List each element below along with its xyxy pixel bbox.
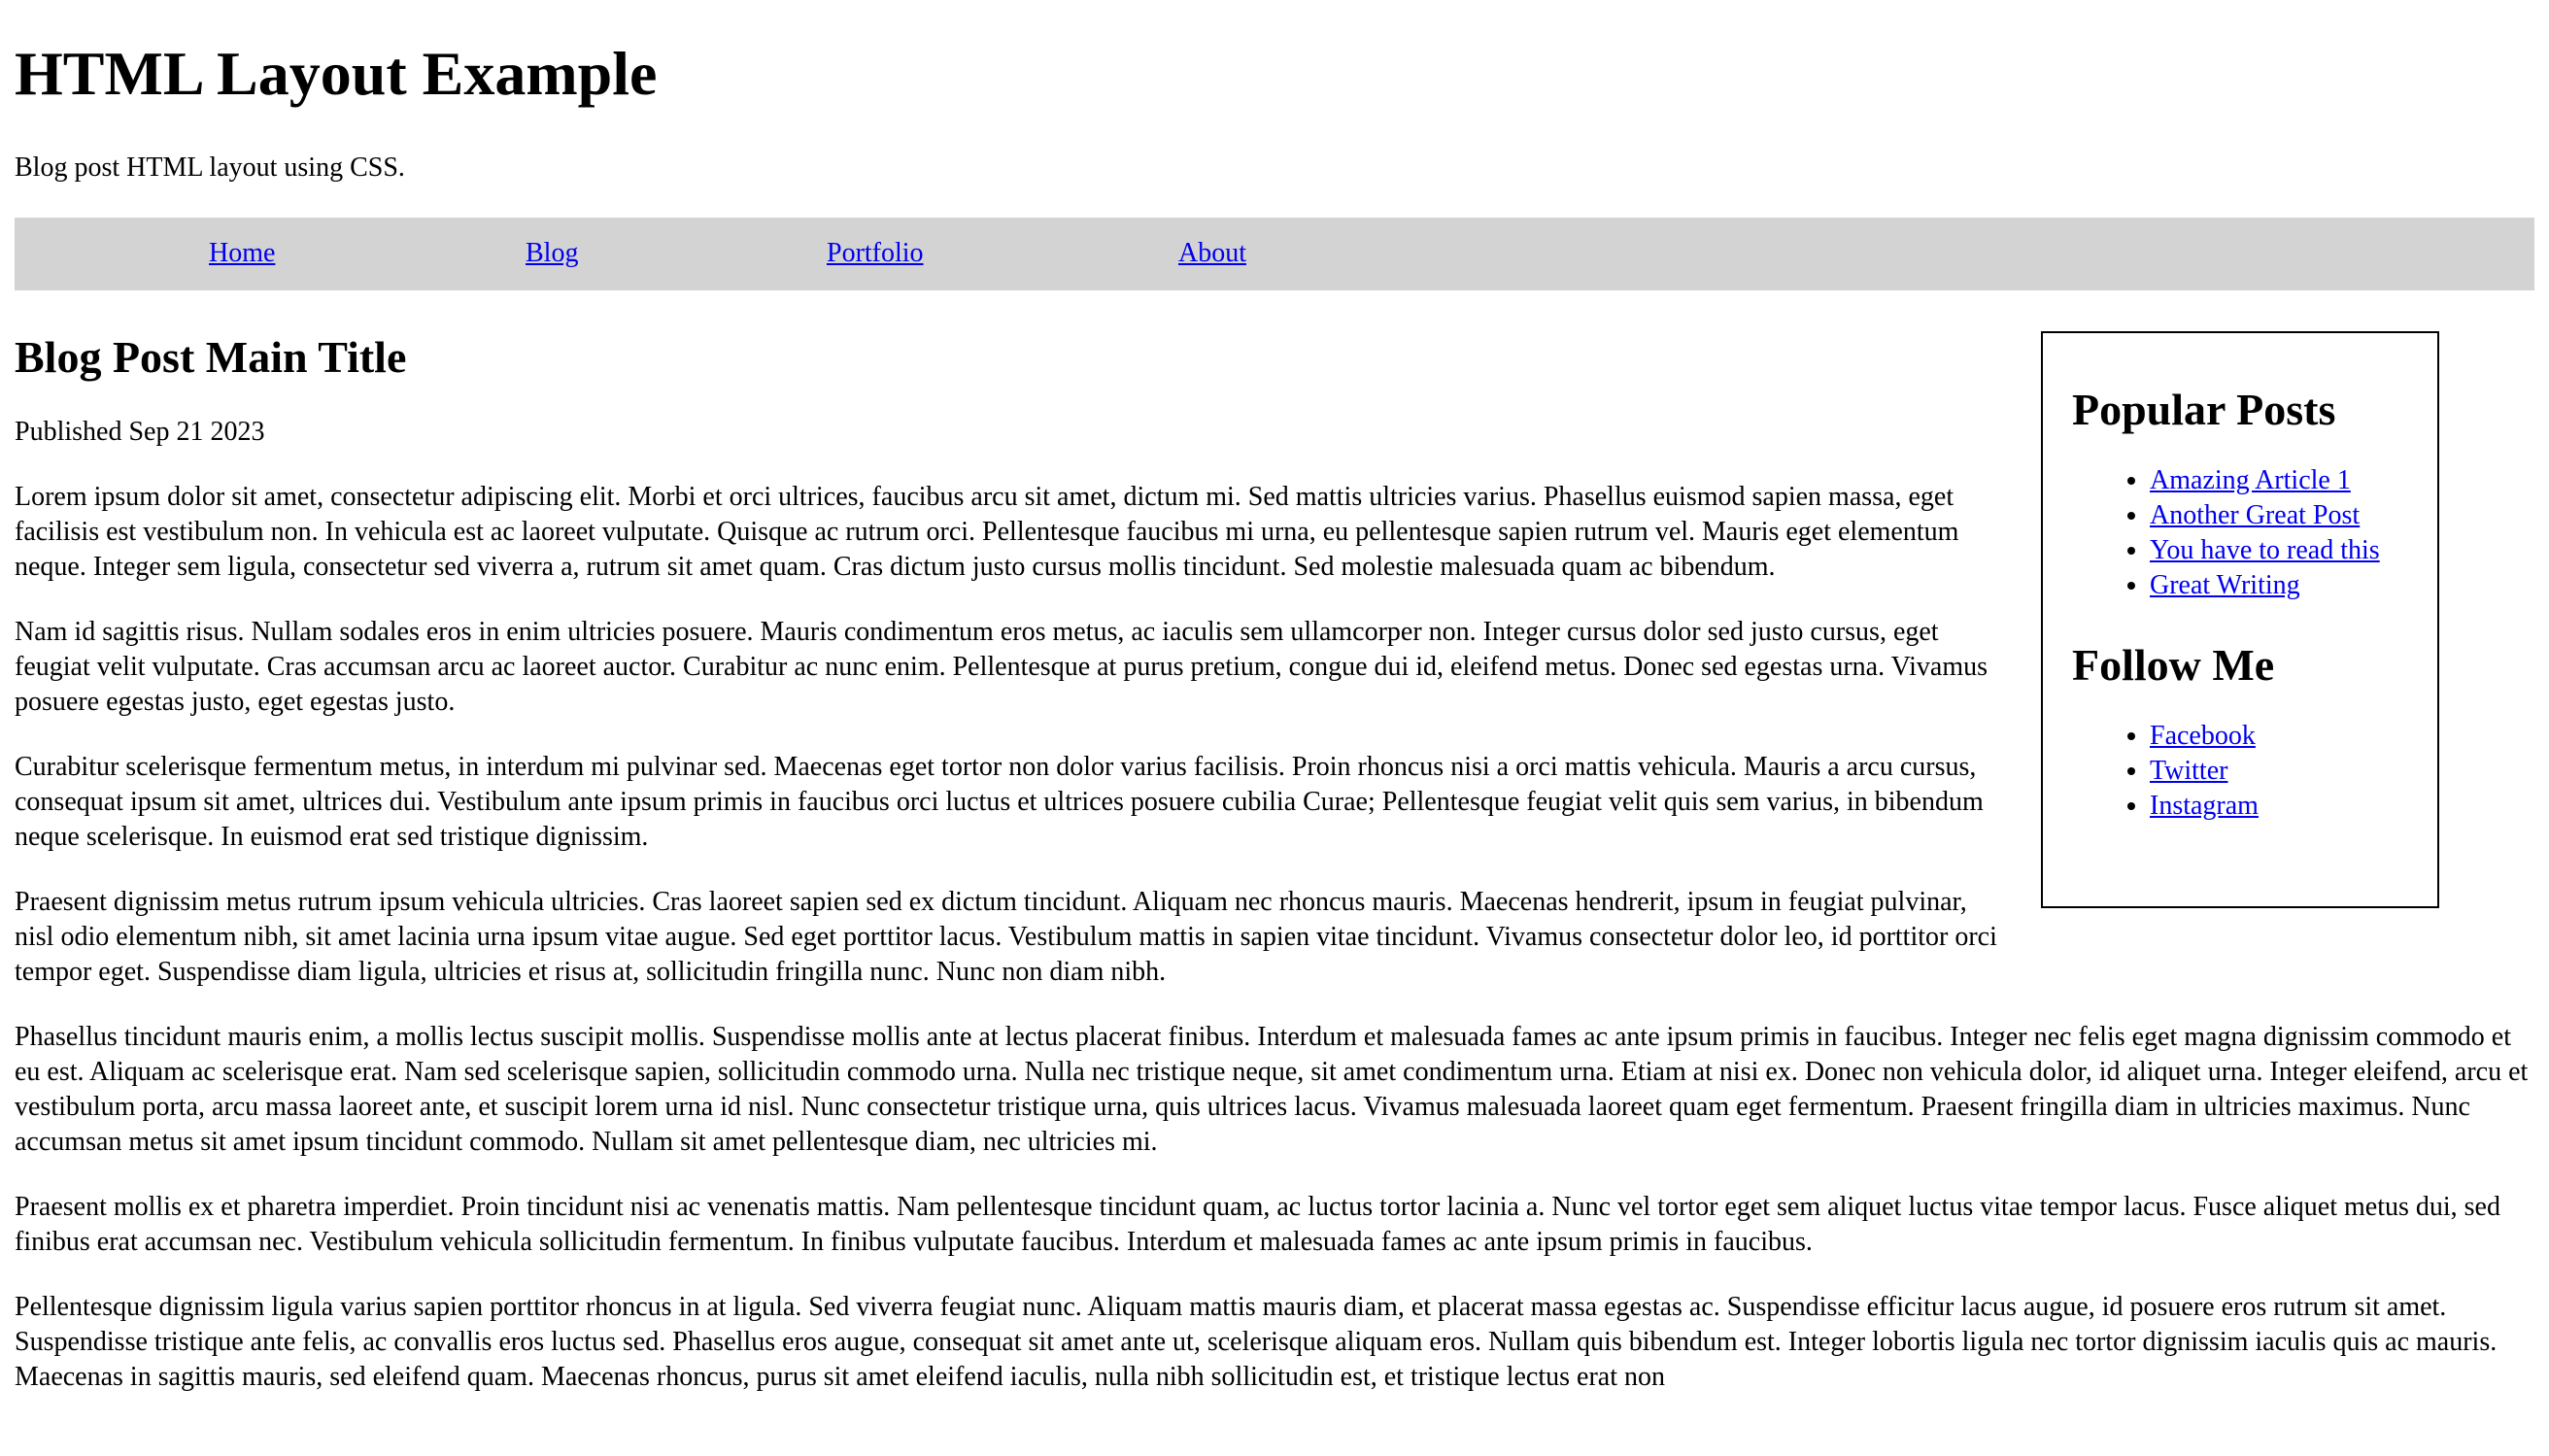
facebook-link[interactable]: Facebook — [2150, 721, 2256, 751]
post-paragraph: Curabitur scelerisque fermentum metus, in interdum mi pulvinar sed. Maecenas eget tortor non dolor varius facilisis. Proin rhoncus nisi a orci mattis vehicula. Mauris a arcu cursus, consequat ipsum sit amet, ultrices dui. Vestibulum ante ipsum primis in faucibus orci luctus et ultrices posuere cubilia Curae; Pellentesque feugiat velit quis sem varius, in bibendum neque scelerisque. In euismod erat sed tristique dignissim. — [15, 752, 1984, 852]
list-item — [2150, 754, 2437, 789]
nav-link-home[interactable]: Home — [209, 238, 276, 268]
main-content — [15, 321, 2534, 1395]
nav-bar — [15, 218, 2534, 290]
nav-link-about[interactable]: About — [1178, 238, 1246, 268]
post-paragraph: Nam id sagittis risus. Nullam sodales eros in enim ultricies posuere. Mauris condimentum eros metus, ac iaculis sem ullamcorper non. Integer cursus dolor sed justo cursus, eget feugiat velit vulputate. Cras accumsan arcu ac laoreet auctor. Curabitur ac nunc enim. Pellentesque at purus pretium, congue dui id, eleifend metus. Donec sed egestas urna. Vivamus posuere egestas justo, eget egestas justo. — [15, 617, 1988, 717]
post-paragraph: Praesent dignissim metus rutrum ipsum vehicula ultricies. Cras laoreet sapien sed ex dictum tincidunt. Aliquam nec rhoncus mauris. Maecenas hendrerit, ipsum in feugiat pulvinar, nisl odio elementum nibh, sit amet lacinia urna ipsum vitae augue. Sed eget porttitor lacus. Vestibulum mattis in sapien vitae tincidunt. Vivamus consectetur dolor leo, id porttitor orci tempor eget. Suspendisse diam ligula, ultricies et risus at, sollicitudin fringilla nunc. Nunc non diam nibh. — [15, 887, 1997, 987]
instagram-link[interactable]: Instagram — [2150, 791, 2259, 821]
post-published-date: Published Sep 21 2023 — [15, 417, 265, 447]
nav-link-portfolio[interactable]: Portfolio — [827, 238, 924, 268]
list-item — [2150, 568, 2437, 603]
post-paragraph: Pellentesque dignissim ligula varius sapien porttitor rhoncus in at ligula. Sed viverra feugiat nunc. Aliquam mattis mauris diam, et placerat massa egestas ac. Suspendisse efficitur lacus augue, id posuere eros rutrum sit amet. Suspendisse tristique ante felis, ac convallis eros luctus sed. Phasellus eros augue, consequat sit amet ante ut, scelerisque aliquam eros. Nullam quis bibendum est. Integer lobortis ligula nec tortor dignissim iaculis quis ac mauris. Maecenas in sagittis mauris, sed eleifend quam. Maecenas rhoncus, purus sit amet eleifend iaculis, nulla nibh sollicitudin est, et tristique lectus erat non — [15, 1292, 2498, 1392]
popular-posts-list — [2072, 463, 2437, 603]
nav-link-blog[interactable]: Blog — [526, 238, 579, 268]
list-item — [2150, 533, 2437, 568]
follow-me-heading: Follow Me — [2072, 640, 2275, 690]
popular-post-link[interactable]: Another Great Post — [2150, 500, 2361, 530]
popular-posts-heading: Popular Posts — [2072, 385, 2336, 434]
list-item — [2150, 719, 2437, 754]
list-item — [2150, 498, 2437, 533]
popular-post-link[interactable]: Great Writing — [2150, 570, 2300, 600]
follow-me-list — [2072, 719, 2437, 824]
twitter-link[interactable]: Twitter — [2150, 756, 2228, 786]
post-paragraph: Phasellus tincidunt mauris enim, a mollis lectus suscipit mollis. Suspendisse mollis ante at lectus placerat finibus. Interdum et malesuada fames ac ante ipsum primis in faucibus. Integer nec felis eget magna dignissim commodo et eu est. Aliquam ac scelerisque erat. Nam sed scelerisque sapien, sollicitudin commodo urna. Nulla nec tristique neque, sit amet condimentum urna. Etiam at nisi ex. Donec non vehicula dolor, id aliquet urna. Integer eleifend, arcu et vestibulum porta, arcu massa laoreet ante, et suscipit lorem urna id nisl. Nunc consectetur tristique urna, quis ultrices lacus. Vivamus malesuada laoreet quam eget fermentum. Praesent fringilla diam in ultricies maximus. Nunc accumsan metus sit amet ipsum tincidunt commodo. Nullam sit amet pellentesque diam, nec ultricies mi. — [15, 1022, 2529, 1157]
sidebar — [2041, 331, 2439, 908]
site-subtitle: Blog post HTML layout using CSS. — [15, 152, 405, 183]
popular-post-link[interactable]: You have to read this — [2150, 535, 2380, 565]
list-item — [2150, 789, 2437, 824]
post-title: Blog Post Main Title — [15, 332, 407, 382]
post-paragraph: Lorem ipsum dolor sit amet, consectetur adipiscing elit. Morbi et orci ultrices, faucibus arcu sit amet, dictum mi. Sed mattis ultricies varius. Phasellus euismod sapien massa, eget facilisis est vestibulum non. In vehicula est ac laoreet vulputate. Quisque ac rutrum orci. Pellentesque faucibus mi urna, eu pellentesque sapien rutrum vel. Mauris eget elementum neque. Integer sem ligula, consectetur sed viverra a, rutrum sit amet quam. Cras dictum justo cursus mollis tincidunt. Sed molestie malesuada quam ac bibendum. — [15, 482, 1959, 582]
popular-post-link[interactable]: Amazing Article 1 — [2150, 465, 2351, 495]
site-title: HTML Layout Example — [15, 39, 658, 108]
post-paragraph: Praesent mollis ex et pharetra imperdiet. Proin tincidunt nisi ac venenatis mattis. Nam pellentesque tincidunt quam, ac luctus tortor lacinia a. Nunc vel tortor eget sem aliquet luctus vitae tempor lacus. Fusce aliquet metus dui, sed finibus erat accumsan nec. Vestibulum vehicula sollicitudin fermentum. In finibus vulputate faucibus. Interdum et malesuada fames ac ante ipsum primis in faucibus. — [15, 1192, 2500, 1257]
list-item — [2150, 463, 2437, 498]
